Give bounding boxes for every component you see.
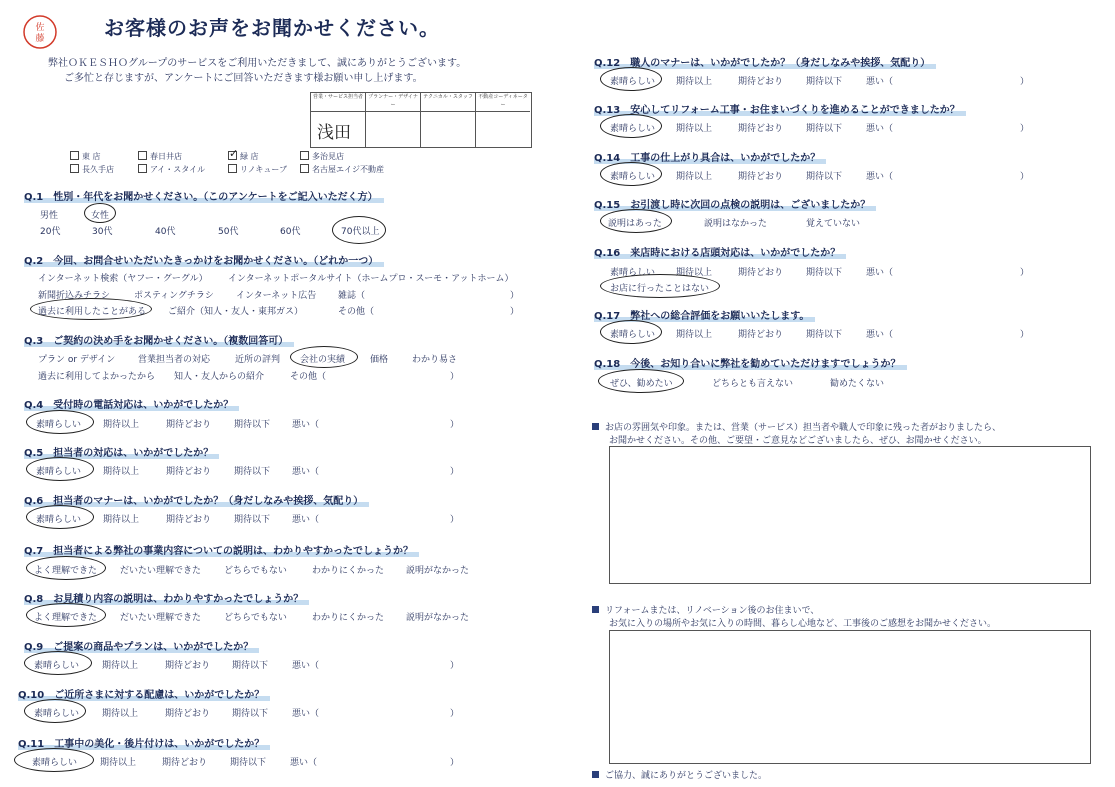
q1-opt-50s[interactable]: 50代 bbox=[218, 227, 239, 237]
bullet-icon bbox=[592, 606, 599, 613]
q6-opt-bad[interactable]: 悪い（ bbox=[292, 515, 320, 525]
page-title: お客様のお声をお聞かせください。 bbox=[104, 16, 440, 40]
q15-opt-dont-remember[interactable]: 覚えていない bbox=[806, 219, 861, 229]
q9-opt-excellent[interactable]: 素晴らしい bbox=[34, 661, 80, 671]
q11-opt-as-expected[interactable]: 期待どおり bbox=[162, 758, 208, 768]
q9-opt-bad[interactable]: 悪い（ bbox=[292, 661, 320, 671]
free2-line: リフォームまたは、リノベーション後のお住まいで、 bbox=[605, 606, 820, 616]
handwritten-name: 浅田 bbox=[317, 123, 351, 143]
q16-opt-as-expected[interactable]: 期待どおり bbox=[738, 268, 784, 278]
q5-opt-below[interactable]: 期待以下 bbox=[234, 467, 271, 477]
q6-opt-above[interactable]: 期待以上 bbox=[103, 515, 140, 525]
question-17-label: Q.17 弊社への総合評価をお願いいたします。 bbox=[594, 307, 815, 322]
free1-line: お店の雰囲気や印象。または、営業（サービス）担当者や職人で印象に残った者がおりましたら、 bbox=[605, 423, 1002, 433]
seal-stamp bbox=[22, 14, 58, 50]
question-2-label: Q.2 今回、お問合せいただいたきっかけをお聞かせください。（どれか一つ） bbox=[24, 252, 384, 267]
q11-opt-bad[interactable]: 悪い（ bbox=[290, 758, 318, 768]
store-label: アイ・スタイル bbox=[150, 165, 206, 174]
bullet-icon bbox=[592, 771, 599, 778]
q16-opt-below[interactable]: 期待以下 bbox=[806, 268, 843, 278]
q3-other-close: ） bbox=[450, 372, 460, 382]
staff-cell-technical[interactable] bbox=[421, 112, 476, 147]
question-12-label: Q.12 職人のマナーは、いかがでしたか？（身だしなみや挨拶、気配り） bbox=[594, 54, 936, 69]
q3-opt-track-record[interactable]: 会社の実績 bbox=[300, 355, 346, 365]
q5-opt-excellent[interactable]: 素晴らしい bbox=[36, 467, 82, 477]
q6-opt-as-expected[interactable]: 期待どおり bbox=[166, 515, 212, 525]
q2-opt-search[interactable]: インターネット検索（ヤフー・グーグル） bbox=[38, 274, 208, 284]
q1-gender-answer-circle bbox=[84, 203, 116, 223]
q3-opt-friend-referral[interactable]: 知人・友人からの紹介 bbox=[174, 372, 265, 382]
free-text-1-prompt-line-2: お聞かせください。その他、ご要望・ご意見などございましたら、ぜひ、お聞かせください。 bbox=[609, 436, 987, 446]
intro-line-1: 弊社ＯＫＥＳＨＯグループのサービスをご利用いただきまして、誠にありがとうございます。 bbox=[48, 58, 467, 69]
q1-opt-60s[interactable]: 60代 bbox=[280, 227, 301, 237]
q18-answer-circle bbox=[598, 369, 684, 393]
q12-opt-as-expected[interactable]: 期待どおり bbox=[738, 77, 784, 87]
free-text-1-box[interactable] bbox=[609, 446, 1091, 584]
q3-opt-plan[interactable]: プラン or デザイン bbox=[38, 355, 116, 365]
q16-opt-above[interactable]: 期待以上 bbox=[676, 268, 713, 278]
q13-answer-circle bbox=[600, 114, 662, 138]
q3-opt-sales-response[interactable]: 営業担当者の対応 bbox=[138, 355, 211, 365]
staff-header-realestate: 不動産コーディネーター bbox=[476, 93, 530, 112]
question-11-label: Q.11 工事中の美化・後片付けは、いかがでしたか？ bbox=[18, 735, 270, 750]
q5-opt-as-expected[interactable]: 期待どおり bbox=[166, 467, 212, 477]
q14-opt-excellent[interactable]: 素晴らしい bbox=[610, 172, 656, 182]
q5-opt-above[interactable]: 期待以上 bbox=[103, 467, 140, 477]
q14-answer-circle bbox=[600, 162, 662, 186]
free-text-1-prompt-line-1 bbox=[592, 420, 1001, 433]
q16-opt-excellent[interactable]: 素晴らしい bbox=[610, 268, 656, 278]
closing-text: ご協力、誠にありがとうございました。 bbox=[605, 771, 768, 781]
q11-opt-above[interactable]: 期待以上 bbox=[100, 758, 137, 768]
q13-opt-excellent[interactable]: 素晴らしい bbox=[610, 124, 656, 134]
q13-opt-as-expected[interactable]: 期待どおり bbox=[738, 124, 784, 134]
question-15-label: Q.15 お引渡し時に次回の点検の説明は、ございましたか？ bbox=[594, 196, 876, 211]
q1-opt-70s-plus[interactable]: 70代以上 bbox=[341, 227, 380, 237]
question-5-label: Q.5 担当者の対応は、いかがでしたか？ bbox=[24, 444, 219, 459]
q14-opt-above[interactable]: 期待以上 bbox=[676, 172, 713, 182]
store-label: 緑 店 bbox=[240, 152, 259, 161]
q8-opt-neutral[interactable]: どちらでもない bbox=[224, 613, 287, 623]
q9-opt-as-expected[interactable]: 期待どおり bbox=[165, 661, 211, 671]
svg-text:佐: 佐 bbox=[35, 23, 45, 33]
q14-opt-below[interactable]: 期待以下 bbox=[806, 172, 843, 182]
q13-opt-above[interactable]: 期待以上 bbox=[676, 124, 713, 134]
q1-opt-20s[interactable]: 20代 bbox=[40, 227, 61, 237]
q6-opt-excellent[interactable]: 素晴らしい bbox=[36, 515, 82, 525]
q16-opt-never-visited[interactable]: お店に行ったことはない bbox=[610, 284, 710, 294]
q1-opt-30s[interactable]: 30代 bbox=[92, 227, 113, 237]
q17-answer-circle bbox=[600, 320, 662, 344]
q8-opt-none[interactable]: 説明がなかった bbox=[406, 613, 470, 623]
q7-opt-understood[interactable]: よく理解できた bbox=[34, 566, 98, 576]
q11-answer-circle bbox=[14, 748, 94, 772]
q12-opt-below[interactable]: 期待以下 bbox=[806, 77, 843, 87]
q7-opt-mostly[interactable]: だいたい理解できた bbox=[120, 566, 202, 576]
q17-opt-below[interactable]: 期待以下 bbox=[806, 330, 843, 340]
store-label: 長久手店 bbox=[82, 165, 114, 174]
store-check-midori[interactable]: ✓ 緑 店 bbox=[229, 147, 259, 161]
q2-opt-flyer[interactable]: 新聞折込みチラシ bbox=[38, 291, 111, 301]
free-text-2-box[interactable] bbox=[609, 630, 1091, 764]
intro-line-2: ご多忙と存じますが、アンケートにご回答いただきます様お願い申し上げます。 bbox=[64, 73, 423, 84]
q2-opt-magazine[interactable]: 雑誌（ bbox=[338, 291, 366, 301]
q2-magazine-close: ） bbox=[510, 291, 520, 301]
q8-opt-understood[interactable]: よく理解できた bbox=[34, 613, 98, 623]
q7-opt-hard[interactable]: わかりにくかった bbox=[312, 566, 385, 576]
q6-bad-close: ） bbox=[450, 515, 460, 525]
q15-opt-not-explained[interactable]: 説明はなかった bbox=[704, 219, 768, 229]
q10-opt-as-expected[interactable]: 期待どおり bbox=[165, 709, 211, 719]
q6-opt-below[interactable]: 期待以下 bbox=[234, 515, 271, 525]
q2-answer-circle bbox=[30, 298, 152, 320]
q5-opt-bad[interactable]: 悪い（ bbox=[292, 467, 320, 477]
q17-opt-as-expected[interactable]: 期待どおり bbox=[738, 330, 784, 340]
q8-opt-hard[interactable]: わかりにくかった bbox=[312, 613, 385, 623]
staff-table bbox=[310, 92, 532, 148]
question-1-label: Q.1 性別・年代をお聞かせください。（このアンケートをご記入いただく方） bbox=[24, 188, 384, 203]
q18-opt-not-recommend[interactable]: 勧めたくない bbox=[830, 379, 885, 389]
question-16-label: Q.16 来店時における店頭対応は、いかがでしたか？ bbox=[594, 244, 846, 259]
q2-opt-referral[interactable]: ご紹介（知人・友人・東邦ガス） bbox=[168, 307, 304, 317]
q10-opt-excellent[interactable]: 素晴らしい bbox=[34, 709, 80, 719]
q18-opt-neutral[interactable]: どちらとも言えない bbox=[712, 379, 794, 389]
q9-answer-circle bbox=[24, 651, 92, 675]
store-check-istyle[interactable] bbox=[138, 164, 205, 175]
q5-answer-circle bbox=[26, 457, 94, 481]
q11-opt-below[interactable]: 期待以下 bbox=[230, 758, 267, 768]
q15-answer-circle bbox=[600, 209, 672, 233]
q10-opt-below[interactable]: 期待以下 bbox=[232, 709, 269, 719]
question-10-label: Q.10 ご近所さまに対する配慮は、いかがでしたか？ bbox=[18, 686, 270, 701]
q1-opt-40s[interactable]: 40代 bbox=[155, 227, 176, 237]
q1-opt-female[interactable]: 女性 bbox=[91, 211, 110, 221]
free-text-2-prompt-line-2: お気に入りの場所やお気に入りの時間、暮らし心地など、工事後のご感想をお聞かせください。 bbox=[609, 619, 997, 629]
q3-opt-past-good[interactable]: 過去に利用してよかったから bbox=[38, 372, 156, 382]
store-label: 名古屋エイジ不動産 bbox=[312, 165, 384, 174]
q9-opt-above[interactable]: 期待以上 bbox=[102, 661, 139, 671]
q5-bad-close: ） bbox=[450, 467, 460, 477]
q17-opt-excellent[interactable]: 素晴らしい bbox=[610, 330, 656, 340]
bullet-icon bbox=[592, 423, 599, 430]
store-check-higashi[interactable] bbox=[70, 151, 101, 162]
q4-opt-bad[interactable]: 悪い（ bbox=[292, 420, 320, 430]
store-label: 多治見店 bbox=[312, 152, 344, 161]
q2-opt-posting[interactable]: ポスティングチラシ bbox=[134, 291, 214, 301]
q16-answer-circle bbox=[600, 274, 720, 298]
q2-opt-portal[interactable]: インターネットポータルサイト（ホームプロ・スーモ・アットホーム） bbox=[228, 274, 514, 284]
q3-opt-reputation[interactable]: 近所の評判 bbox=[235, 355, 281, 365]
q11-bad-close: ） bbox=[450, 758, 460, 768]
q17-bad-close: ） bbox=[1020, 330, 1030, 340]
q7-answer-circle bbox=[26, 556, 106, 580]
q8-answer-circle bbox=[26, 603, 106, 627]
q2-opt-past-use[interactable]: 過去に利用したことがある bbox=[38, 307, 147, 317]
store-check-kasugai[interactable] bbox=[138, 151, 182, 162]
q9-opt-below[interactable]: 期待以下 bbox=[232, 661, 269, 671]
q4-answer-circle bbox=[26, 410, 94, 434]
q7-opt-neutral[interactable]: どちらでもない bbox=[224, 566, 287, 576]
question-18-label: Q.18 今後、お知り合いに弊社を勧めていただけますでしょうか？ bbox=[594, 355, 907, 370]
question-9-label: Q.9 ご提案の商品やプランは、いかがでしたか？ bbox=[24, 638, 259, 653]
q4-opt-as-expected[interactable]: 期待どおり bbox=[166, 420, 212, 430]
q4-opt-excellent[interactable]: 素晴らしい bbox=[36, 420, 82, 430]
q4-bad-close: ） bbox=[450, 420, 460, 430]
q4-opt-below[interactable]: 期待以下 bbox=[234, 420, 271, 430]
q16-opt-bad[interactable]: 悪い（ bbox=[866, 268, 894, 278]
staff-header-planner: プランナー・デザイナー bbox=[366, 93, 421, 112]
staff-cell-realestate[interactable] bbox=[476, 112, 530, 147]
store-check-nagoya-age[interactable] bbox=[300, 164, 384, 175]
svg-text:藤: 藤 bbox=[35, 34, 45, 44]
q18-opt-recommend[interactable]: ぜひ、勧めたい bbox=[610, 379, 673, 389]
q17-opt-above[interactable]: 期待以上 bbox=[676, 330, 713, 340]
q3-opt-other[interactable]: その他（ bbox=[290, 372, 327, 382]
q3-opt-price[interactable]: 価格 bbox=[370, 355, 389, 365]
q9-bad-close: ） bbox=[450, 661, 460, 671]
q14-opt-bad[interactable]: 悪い（ bbox=[866, 172, 894, 182]
store-check-renocube[interactable] bbox=[228, 164, 287, 175]
staff-cell-planner[interactable] bbox=[366, 112, 421, 147]
store-label: 東 店 bbox=[82, 152, 101, 161]
q1-age-answer-circle bbox=[332, 216, 386, 244]
q4-opt-above[interactable]: 期待以上 bbox=[103, 420, 140, 430]
closing-line bbox=[592, 768, 767, 781]
question-7-label: Q.7 担当者による弊社の事業内容についての説明は、わかりやすかったでしょうか？ bbox=[24, 542, 419, 557]
q3-opt-clarity[interactable]: わかり易さ bbox=[412, 355, 458, 365]
q10-bad-close: ） bbox=[450, 709, 460, 719]
q10-answer-circle bbox=[24, 699, 86, 723]
q11-opt-excellent[interactable]: 素晴らしい bbox=[32, 758, 78, 768]
store-label: リノキューブ bbox=[240, 165, 287, 174]
q12-opt-bad[interactable]: 悪い（ bbox=[866, 77, 894, 87]
staff-header-sales: 営業・サービス担当者 bbox=[311, 93, 366, 112]
q3-answer-circle bbox=[290, 346, 358, 368]
q8-opt-mostly[interactable]: だいたい理解できた bbox=[120, 613, 202, 623]
q6-answer-circle bbox=[26, 505, 94, 529]
q14-opt-as-expected[interactable]: 期待どおり bbox=[738, 172, 784, 182]
question-4-label: Q.4 受付時の電話対応は、いかがでしたか？ bbox=[24, 396, 239, 411]
q2-opt-other[interactable]: その他（ bbox=[338, 307, 375, 317]
q12-opt-above[interactable]: 期待以上 bbox=[676, 77, 713, 87]
q10-opt-bad[interactable]: 悪い（ bbox=[292, 709, 320, 719]
q7-opt-none[interactable]: 説明がなかった bbox=[406, 566, 470, 576]
staff-header-technical: テクニカル・スタッフ bbox=[421, 93, 476, 112]
store-label: 春日井店 bbox=[150, 152, 182, 161]
q2-other-close: ） bbox=[510, 307, 520, 317]
question-14-label: Q.14 工事の仕上がり具合は、いかがでしたか？ bbox=[594, 149, 826, 164]
q15-opt-explained[interactable]: 説明はあった bbox=[608, 219, 662, 229]
q14-bad-close: ） bbox=[1020, 172, 1030, 182]
q12-bad-close: ） bbox=[1020, 77, 1030, 87]
question-3-label: Q.3 ご契約の決め手をお聞かせください。（複数回答可） bbox=[24, 332, 294, 347]
question-6-label: Q.6 担当者のマナーは、いかがでしたか？（身だしなみや挨拶、気配り） bbox=[24, 492, 369, 507]
free-text-2-prompt-line-1 bbox=[592, 603, 819, 616]
q1-opt-male[interactable]: 男性 bbox=[40, 211, 59, 221]
q13-bad-close: ） bbox=[1020, 124, 1030, 134]
q2-opt-web-ad[interactable]: インターネット広告 bbox=[236, 291, 317, 301]
q13-opt-below[interactable]: 期待以下 bbox=[806, 124, 843, 134]
q12-opt-excellent[interactable]: 素晴らしい bbox=[610, 77, 656, 87]
question-13-label: Q.13 安心してリフォーム工事・お住まいづくりを進めることができましたか？ bbox=[594, 101, 966, 116]
question-8-label: Q.8 お見積り内容の説明は、わかりやすかったでしょうか？ bbox=[24, 590, 309, 605]
store-check-nagakute[interactable] bbox=[70, 164, 114, 175]
q10-opt-above[interactable]: 期待以上 bbox=[102, 709, 139, 719]
q16-bad-close: ） bbox=[1020, 268, 1030, 278]
staff-cell-sales[interactable] bbox=[311, 112, 366, 147]
store-check-tajimi[interactable] bbox=[300, 151, 344, 162]
q13-opt-bad[interactable]: 悪い（ bbox=[866, 124, 894, 134]
q17-opt-bad[interactable]: 悪い（ bbox=[866, 330, 894, 340]
q12-answer-circle bbox=[600, 67, 662, 91]
